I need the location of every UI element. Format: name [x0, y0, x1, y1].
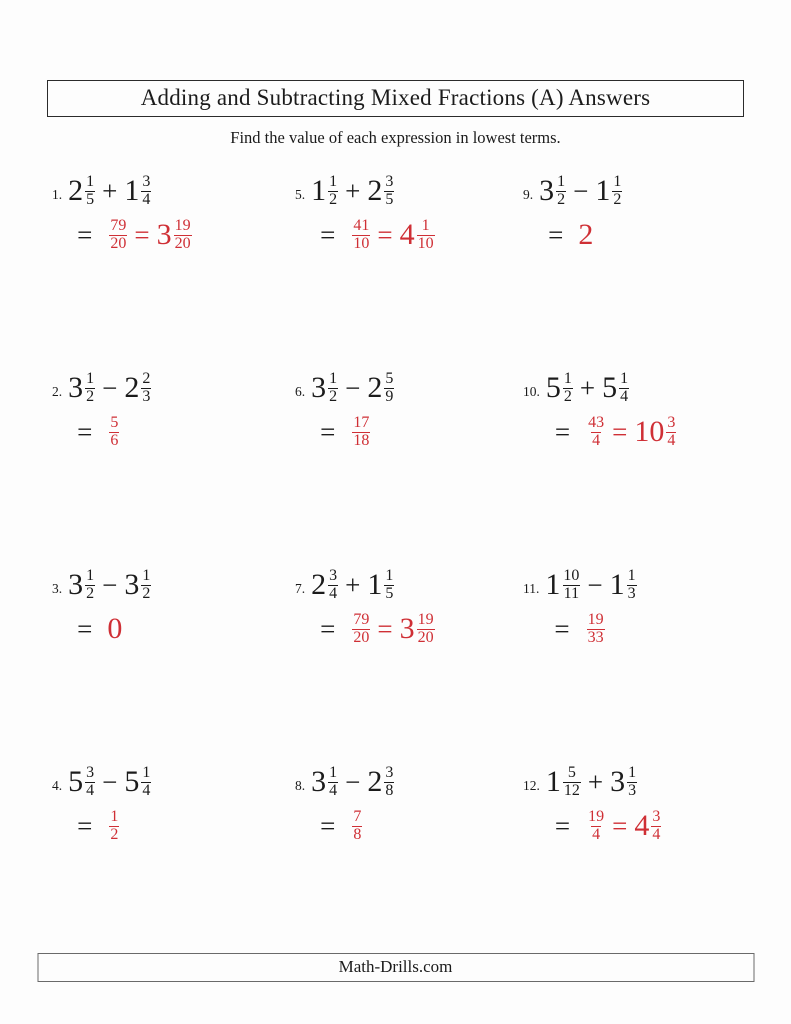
- problem-number: 3.: [52, 581, 63, 596]
- equals-sign: =: [320, 810, 336, 841]
- denominator: 10: [417, 234, 434, 252]
- problem-number: 11.: [523, 581, 540, 596]
- title-box: [47, 80, 744, 117]
- minus-operator: −: [102, 766, 118, 797]
- fraction: [85, 174, 95, 209]
- mixed-number: [68, 765, 95, 800]
- numerator: 3: [652, 807, 661, 825]
- denominator: 4: [86, 781, 95, 799]
- problems-grid: [0, 170, 791, 958]
- denominator: 5: [385, 190, 394, 208]
- whole-number: 2: [367, 174, 383, 207]
- whole-number: 3: [399, 612, 415, 645]
- mixed-number: [68, 174, 95, 209]
- denominator: 33: [587, 628, 604, 646]
- equals-sign: =: [77, 416, 93, 447]
- minus-operator: −: [102, 372, 118, 403]
- fraction: [141, 371, 151, 406]
- plus-operator: +: [345, 569, 361, 600]
- whole-number: 5: [124, 765, 140, 798]
- answer-line: [320, 805, 394, 847]
- problem-body: [311, 170, 434, 256]
- whole-number: 4: [399, 218, 415, 251]
- denominator: 2: [86, 584, 95, 602]
- fraction: [107, 809, 119, 844]
- denominator: 10: [353, 234, 370, 252]
- mixed-number: [400, 218, 435, 253]
- problem-number: 5.: [295, 187, 306, 202]
- equals-sign: =: [554, 810, 571, 841]
- numerator: 1: [620, 369, 629, 387]
- problem-number: 4.: [52, 778, 63, 793]
- whole-number: 1: [545, 568, 561, 601]
- denominator: 5: [86, 190, 95, 208]
- fraction: [328, 174, 338, 209]
- whole-number: 3: [124, 568, 140, 601]
- fraction: [562, 568, 580, 603]
- denominator: 2: [110, 825, 119, 843]
- fraction: [350, 415, 370, 450]
- denominator: 3: [142, 387, 151, 405]
- problem-number: 10.: [523, 384, 540, 399]
- expression: [545, 564, 636, 606]
- numerator: 19: [588, 807, 605, 825]
- minus-operator: −: [345, 372, 361, 403]
- fraction: [85, 371, 95, 406]
- numerator: 5: [567, 763, 576, 781]
- answer-line: [320, 608, 434, 650]
- problem-number: 6.: [295, 384, 306, 399]
- problem-9: [523, 170, 773, 367]
- whole-number: 5: [68, 765, 84, 798]
- plus-operator: +: [587, 766, 604, 797]
- fraction: [587, 809, 605, 844]
- mixed-number: [367, 174, 394, 209]
- fraction: [174, 218, 192, 253]
- plus-operator: +: [102, 175, 118, 206]
- fraction: [627, 765, 637, 800]
- denominator: 6: [110, 431, 119, 449]
- answer-value: [107, 614, 122, 644]
- denominator: 2: [142, 584, 151, 602]
- problem-body: [311, 564, 434, 650]
- whole-number: 1: [545, 765, 561, 798]
- problem-5: [295, 170, 523, 367]
- answer-line: [77, 805, 151, 847]
- equals-sign: =: [77, 810, 93, 841]
- problem-body: [311, 761, 394, 847]
- answer-line: [555, 805, 661, 847]
- answer-value: [350, 415, 370, 450]
- fraction: [85, 765, 95, 800]
- denominator: 9: [385, 387, 394, 405]
- problem-body: [311, 367, 394, 453]
- answer-value: [107, 218, 191, 253]
- denominator: 4: [667, 431, 676, 449]
- denominator: 4: [620, 387, 629, 405]
- numerator: 3: [385, 172, 394, 190]
- fraction: [563, 371, 573, 406]
- numerator: 1: [142, 566, 151, 584]
- mixed-number: [367, 765, 394, 800]
- answer-value: [585, 809, 661, 844]
- fraction: [350, 809, 362, 844]
- whole-number: 3: [610, 765, 626, 798]
- mixed-number: [546, 765, 581, 800]
- numerator: 3: [667, 413, 676, 431]
- mixed-number: [311, 371, 338, 406]
- numerator: 7: [353, 807, 362, 825]
- fraction: [384, 568, 394, 603]
- fraction: [328, 568, 338, 603]
- expression: [546, 761, 661, 803]
- answer-value: [107, 415, 119, 450]
- fraction: [666, 415, 676, 450]
- numerator: 19: [174, 216, 191, 234]
- problem-number: 7.: [295, 581, 306, 596]
- denominator: 4: [329, 781, 338, 799]
- worksheet-title: Adding and Subtracting Mixed Fractions (A) Answers: [140, 85, 651, 110]
- numerator: 19: [417, 610, 434, 628]
- numerator: 3: [142, 172, 151, 190]
- denominator: 2: [86, 387, 95, 405]
- instructions-text: Find the value of each expression in lowest terms.: [230, 128, 561, 147]
- fraction: [384, 371, 394, 406]
- fraction: [384, 174, 394, 209]
- problem-number: 12.: [523, 778, 540, 793]
- whole-number: 5: [545, 371, 561, 404]
- problem-body: [68, 367, 151, 453]
- mixed-number: [610, 765, 637, 800]
- problem-number: 8.: [295, 778, 306, 793]
- denominator: 2: [329, 190, 338, 208]
- mixed-number: [311, 174, 338, 209]
- expression: [311, 564, 434, 606]
- numerator: 79: [110, 216, 127, 234]
- whole-number: 10: [634, 415, 665, 448]
- answer-line: [555, 411, 676, 453]
- answer-line: [77, 411, 151, 453]
- whole-number: 2: [578, 218, 594, 251]
- denominator: 2: [563, 387, 572, 405]
- whole-number: 5: [602, 371, 618, 404]
- denominator: 8: [353, 825, 362, 843]
- expression: [311, 367, 394, 409]
- mixed-number: [124, 765, 151, 800]
- problem-body: [68, 170, 191, 256]
- equals-sign: =: [548, 219, 564, 250]
- fraction: [384, 765, 394, 800]
- fraction: [417, 218, 435, 253]
- plus-operator: +: [579, 372, 596, 403]
- denominator: 12: [563, 781, 580, 799]
- equals-sign: =: [612, 810, 628, 841]
- fraction: [627, 568, 637, 603]
- numerator: 10: [563, 566, 580, 584]
- whole-number: 3: [156, 218, 172, 251]
- numerator: 1: [142, 763, 151, 781]
- fraction: [109, 809, 119, 844]
- mixed-number: [367, 371, 394, 406]
- answer-value: [350, 809, 362, 844]
- whole-number: 2: [124, 371, 140, 404]
- denominator: 4: [142, 190, 151, 208]
- equals-sign: =: [612, 416, 628, 447]
- fraction: [619, 371, 629, 406]
- footer-box: [37, 953, 754, 982]
- expression: [68, 564, 151, 606]
- fraction: [350, 218, 370, 253]
- footer-site-label: Math-Drills.com: [338, 957, 453, 976]
- numerator: 1: [329, 369, 338, 387]
- whole-number: 3: [539, 174, 555, 207]
- mixed-number: [157, 218, 192, 253]
- numerator: 1: [628, 763, 637, 781]
- equals-sign: =: [320, 416, 336, 447]
- equals-sign: =: [77, 613, 93, 644]
- problem-12: [523, 761, 773, 958]
- numerator: 3: [385, 763, 394, 781]
- denominator: 18: [353, 431, 370, 449]
- mixed-number: [124, 371, 151, 406]
- numerator: 1: [557, 172, 566, 190]
- problem-body: [68, 564, 151, 650]
- denominator: 4: [329, 584, 338, 602]
- whole-number: 1: [311, 174, 327, 207]
- equals-sign: =: [134, 219, 150, 250]
- numerator: 2: [142, 369, 151, 387]
- problem-10: [523, 367, 773, 564]
- whole-number: 4: [634, 809, 650, 842]
- numerator: 17: [353, 413, 370, 431]
- mixed-number: [539, 174, 566, 209]
- denominator: 11: [563, 584, 580, 602]
- numerator: 19: [587, 610, 604, 628]
- minus-operator: −: [102, 569, 118, 600]
- problem-4: [52, 761, 295, 958]
- fraction: [352, 218, 370, 253]
- fraction: [107, 415, 119, 450]
- numerator: 1: [613, 172, 622, 190]
- fraction: [585, 612, 605, 647]
- equals-sign: =: [377, 219, 393, 250]
- fraction: [587, 415, 605, 450]
- expression: [68, 170, 191, 212]
- problem-8: [295, 761, 523, 958]
- fraction: [585, 415, 605, 450]
- mixed-number: [311, 568, 338, 603]
- expression: [311, 761, 394, 803]
- fraction: [585, 809, 605, 844]
- denominator: 20: [353, 628, 370, 646]
- mixed-number: [595, 174, 622, 209]
- numerator: 3: [329, 566, 338, 584]
- problem-body: [545, 564, 636, 650]
- fraction: [563, 765, 581, 800]
- fraction: [352, 809, 362, 844]
- fraction: [556, 174, 566, 209]
- problem-number: 1.: [52, 187, 63, 202]
- numerator: 5: [385, 369, 394, 387]
- problem-6: [295, 367, 523, 564]
- denominator: 3: [627, 584, 636, 602]
- whole-number: 1: [595, 174, 611, 207]
- fraction: [612, 174, 622, 209]
- mixed-number: [634, 809, 661, 844]
- whole-number: 1: [367, 568, 383, 601]
- mixed-number: [68, 568, 95, 603]
- expression: [68, 761, 151, 803]
- problem-1: [52, 170, 295, 367]
- denominator: 20: [110, 234, 127, 252]
- fraction: [109, 415, 119, 450]
- numerator: 1: [421, 216, 430, 234]
- expression: [546, 367, 676, 409]
- denominator: 20: [417, 628, 434, 646]
- denominator: 2: [613, 190, 622, 208]
- mixed-number: [545, 568, 580, 603]
- denominator: 20: [174, 234, 191, 252]
- expression: [68, 367, 151, 409]
- problem-number: 2.: [52, 384, 63, 399]
- problem-11: [523, 564, 773, 761]
- whole-number: 2: [311, 568, 327, 601]
- numerator: 3: [86, 763, 95, 781]
- fraction: [141, 568, 151, 603]
- denominator: 2: [557, 190, 566, 208]
- whole-number: 2: [68, 174, 84, 207]
- answer-value: [585, 612, 605, 647]
- problem-body: [539, 170, 622, 256]
- problem-2: [52, 367, 295, 564]
- mixed-number: [367, 568, 394, 603]
- fraction: [141, 765, 151, 800]
- answer-value: [350, 218, 434, 253]
- denominator: 4: [652, 825, 661, 843]
- numerator: 1: [329, 172, 338, 190]
- fraction: [328, 765, 338, 800]
- answer-line: [320, 214, 434, 256]
- answer-value: [350, 612, 434, 647]
- whole-number: 3: [311, 371, 327, 404]
- whole-number: 1: [609, 568, 625, 601]
- fraction: [350, 612, 370, 647]
- fraction: [352, 415, 370, 450]
- answer-value: [107, 809, 119, 844]
- problem-7: [295, 564, 523, 761]
- mixed-number: [546, 371, 573, 406]
- numerator: 1: [627, 566, 636, 584]
- fraction: [352, 612, 370, 647]
- answer-line: [320, 411, 394, 453]
- whole-number: 2: [367, 765, 383, 798]
- numerator: 43: [588, 413, 605, 431]
- whole-number: 3: [311, 765, 327, 798]
- denominator: 4: [142, 781, 151, 799]
- answer-value: [585, 415, 676, 450]
- numerator: 1: [86, 566, 95, 584]
- mixed-number: [68, 371, 95, 406]
- equals-sign: =: [320, 219, 336, 250]
- expression: [311, 170, 434, 212]
- numerator: 1: [86, 369, 95, 387]
- whole-number: 3: [68, 568, 84, 601]
- fraction: [328, 371, 338, 406]
- equals-sign: =: [377, 613, 393, 644]
- numerator: 1: [385, 566, 394, 584]
- problem-body: [546, 761, 661, 847]
- equals-sign: =: [320, 613, 336, 644]
- denominator: 2: [329, 387, 338, 405]
- answer-value: [578, 220, 593, 250]
- mixed-number: [311, 765, 338, 800]
- fraction: [651, 809, 661, 844]
- mixed-number: [124, 174, 151, 209]
- numerator: 5: [110, 413, 119, 431]
- numerator: 1: [110, 807, 119, 825]
- mixed-number: [634, 415, 676, 450]
- whole-number: 2: [367, 371, 383, 404]
- minus-operator: −: [345, 766, 361, 797]
- fraction: [417, 612, 435, 647]
- whole-number: 1: [124, 174, 140, 207]
- denominator: 3: [628, 781, 637, 799]
- numerator: 41: [353, 216, 370, 234]
- mixed-number: [400, 612, 435, 647]
- mixed-number: [610, 568, 637, 603]
- fraction: [141, 174, 151, 209]
- answer-line: [548, 214, 622, 256]
- answer-line: [77, 214, 191, 256]
- denominator: 4: [592, 431, 601, 449]
- mixed-number: [602, 371, 629, 406]
- fraction: [109, 218, 127, 253]
- expression: [539, 170, 622, 212]
- plus-operator: +: [345, 175, 361, 206]
- equals-sign: =: [554, 416, 571, 447]
- fraction: [587, 612, 605, 647]
- mixed-number: [124, 568, 151, 603]
- minus-operator: −: [587, 569, 603, 600]
- numerator: 1: [86, 172, 95, 190]
- equals-sign: =: [554, 613, 570, 644]
- whole-number: 0: [107, 612, 123, 645]
- minus-operator: −: [573, 175, 589, 206]
- numerator: 1: [329, 763, 338, 781]
- denominator: 8: [385, 781, 394, 799]
- problem-3: [52, 564, 295, 761]
- problem-body: [546, 367, 676, 453]
- answer-line: [554, 608, 636, 650]
- numerator: 1: [563, 369, 572, 387]
- denominator: 5: [385, 584, 394, 602]
- whole-number: 3: [68, 371, 84, 404]
- problem-number: 9.: [523, 187, 534, 202]
- numerator: 79: [353, 610, 370, 628]
- fraction: [85, 568, 95, 603]
- answer-line: [77, 608, 151, 650]
- fraction: [107, 218, 127, 253]
- equals-sign: =: [77, 219, 93, 250]
- problem-body: [68, 761, 151, 847]
- denominator: 4: [592, 825, 601, 843]
